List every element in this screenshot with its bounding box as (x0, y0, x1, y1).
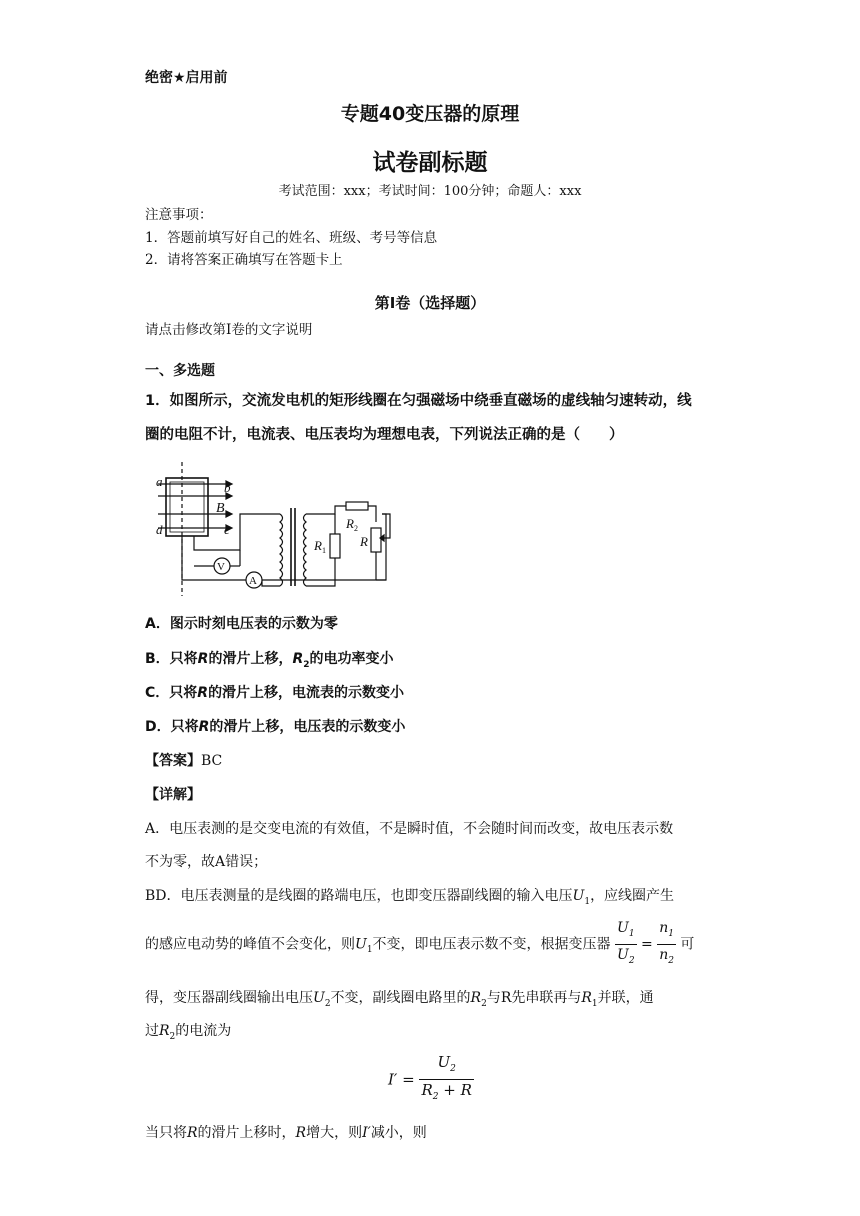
option-a: A．图示时刻电压表的示数为零 (145, 616, 338, 632)
detail-last-line: 当只将R的滑片上移时，R增大，则I′减小，则 (145, 1125, 427, 1141)
answer (145, 750, 222, 770)
answer-label: 【答案】 (145, 753, 201, 769)
notice-item-1: 1．答题前填写好自己的姓名、班级、考号等信息 (145, 230, 438, 246)
rectangular-coil (166, 478, 208, 536)
notice-item-2: 2．请将答案正确填写在答题卡上 (145, 252, 343, 268)
detail-bd-line-3: 得，变压器副线圈输出电压$U_2$不变，副线圈电路里的$R_2$与R先串联再与$R_1$并联，通 (145, 990, 654, 1009)
label-d: d (156, 522, 163, 537)
exam-info: 考试范围：xxx；考试时间：100分钟；命题人：xxx (278, 184, 582, 199)
secondary-winding (304, 514, 307, 586)
detail-label: 【详解】 (145, 787, 201, 803)
secrecy-label: 绝密★启用前 (145, 70, 228, 86)
detail-bd-line-2: 的感应电动势的峰值不会变化，则$U_1$不变，即电压表示数不变，根据变压器 $\frac{U_1}{U_2}$ = $\frac{n_1}{n_2}$ 可 (145, 918, 694, 971)
notice-heading: 注意事项： (145, 207, 213, 223)
part1-description: 请点击修改第I卷的文字说明 (145, 322, 313, 338)
section-heading: 一、多选题 (145, 363, 215, 379)
question-line-2: 圈的电阻不计，电流表、电压表均为理想电表，下列说法正确的是（ ） (145, 427, 624, 443)
resistor-r1 (330, 534, 340, 558)
question-line-1 (145, 389, 692, 410)
ammeter-label: A (249, 575, 257, 587)
detail-bd-line-4: 过$R_2$的电流为 (145, 1023, 232, 1042)
label-r1: $R_1$ (314, 538, 326, 555)
ratio-fraction-u: $\frac{U_1}{U_2}$ (617, 920, 635, 966)
answer-value: BC (201, 753, 223, 769)
current-formula: I′ = $\frac{U_2}{R_2 + R}$ (388, 1053, 472, 1102)
primary-winding (280, 514, 283, 586)
detail-a-line-2: 不为零，故A错误； (145, 854, 268, 870)
part1-heading: 第I卷（选择题） (374, 294, 486, 312)
label-r2: $R_2$ (346, 516, 358, 533)
document-title: 专题40变压器的原理 (340, 103, 520, 125)
detail-bd-line-1: BD．电压表测量的是线圈的路端电压，也即变压器副线圈的输入电压$U_1$，应线圈产生 (145, 888, 675, 907)
rheostat-r (371, 528, 381, 552)
ratio-fraction-n: $\frac{n_1}{n_2}$ (659, 920, 674, 966)
voltmeter-label: V (217, 561, 225, 573)
document-subtitle: 试卷副标题 (372, 150, 488, 176)
question-number: 1． (145, 393, 170, 409)
wire-top (194, 514, 280, 550)
option-c: C．只将R的滑片上移，电流表的示数变小 (145, 685, 405, 701)
detail-a-line-1: A．电压表测的是交变电流的有效值，不是瞬时值，不会随时间而改变，故电压表示数 (145, 821, 674, 837)
option-d: D．只将R的滑片上移，电压表的示数变小 (145, 719, 406, 735)
circuit-diagram (150, 462, 400, 598)
resistor-r2 (346, 502, 368, 510)
label-a: a (156, 474, 163, 489)
label-B: B (216, 501, 225, 516)
option-b: B．只将R的滑片上移，$R_2$的电功率变小 (145, 651, 394, 670)
label-r: R (360, 534, 368, 549)
label-b: b (224, 480, 231, 495)
label-c: c (224, 522, 230, 537)
question-text-1: 如图所示，交流发电机的矩形线圈在匀强磁场中绕垂直磁场的虚线轴匀速转动，线 (169, 393, 692, 409)
